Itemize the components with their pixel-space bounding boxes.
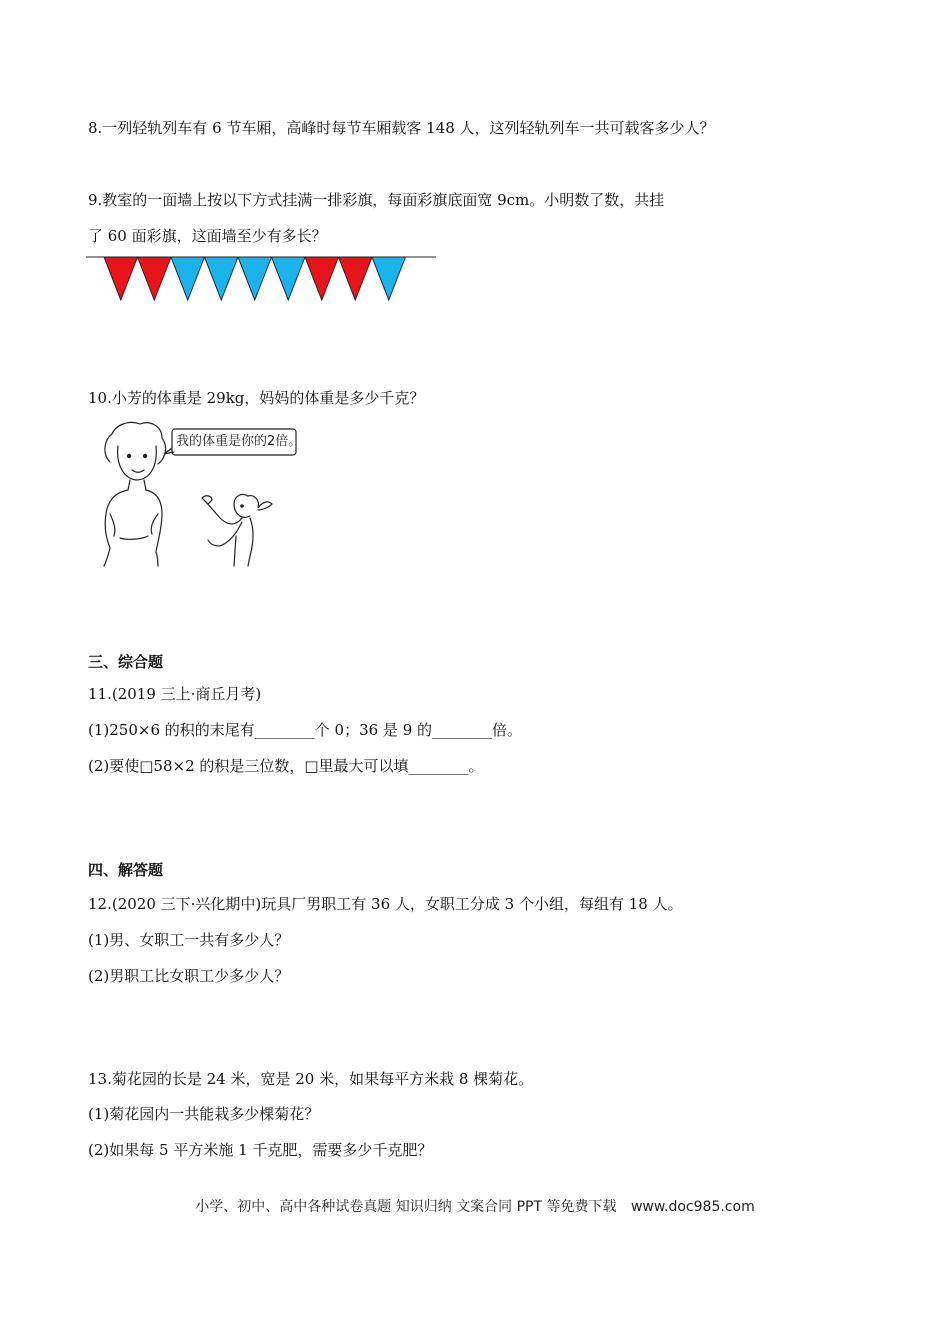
question-10: 10.小芳的体重是 29kg，妈妈的体重是多少千克？ [88, 389, 425, 407]
question-12-title: 12.(2020 三下·兴化期中)玩具厂男职工有 36 人，女职工分成 3 个小组，每组有 18 人。 [88, 895, 683, 913]
section-4-heading: 四、解答题 [88, 861, 164, 879]
footer-url[interactable]: www.doc985.com [630, 1199, 755, 1215]
question-12-part2: (2)男职工比女职工少多少人？ [88, 967, 290, 985]
mother-face [118, 446, 157, 480]
flag-red [138, 257, 172, 300]
flag-red [339, 257, 373, 300]
speech-bubble-text: 我的体重是你的2倍。 [176, 434, 302, 449]
question-9-line2: 了 60 面彩旗，这面墙至少有多长？ [88, 227, 327, 245]
flag-red [104, 257, 138, 300]
flag-blue [205, 257, 239, 300]
question-11-part1: (1)250×6 的积的末尾有________个 0；36 是 9 的________倍。 [88, 721, 523, 739]
flag-blue [171, 257, 205, 300]
footer-text: 小学、初中、高中各种试卷真题 知识归纳 文案合同 PPT 等免费下载 [195, 1199, 617, 1215]
section-3-heading: 三、综合题 [88, 653, 164, 671]
question-8: 8.一列轻轨列车有 6 节车厢，高峰时每节车厢载客 148 人，这列轻轨列车一共可载客多少人？ [88, 119, 715, 137]
page-footer [0, 1196, 950, 1216]
flag-blue [238, 257, 272, 300]
flag-blue [272, 257, 306, 300]
flag-bunting-illustration [86, 252, 438, 304]
flag-red [305, 257, 339, 300]
question-12-part1: (1)男、女职工一共有多少人？ [88, 931, 290, 949]
question-11-part2: (2)要使□58×2 的积是三位数，□里最大可以填________。 [88, 757, 484, 775]
flag-blue [372, 257, 406, 300]
question-11-title: 11.(2019 三上·商丘月考) [88, 685, 262, 703]
question-13-part2: (2)如果每 5 平方米施 1 千克肥，需要多少千克肥？ [88, 1141, 433, 1159]
question-13-title: 13.菊花园的长是 24 米，宽是 20 米，如果每平方米栽 8 棵菊花。 [88, 1070, 534, 1088]
question-13-part1: (1)菊花园内一共能栽多少棵菊花？ [88, 1105, 320, 1123]
question-9-line1: 9.教室的一面墙上按以下方式挂满一排彩旗，每面彩旗底面宽 9cm。小明数了数，共挂 [88, 191, 665, 209]
mother-daughter-illustration [96, 418, 300, 568]
